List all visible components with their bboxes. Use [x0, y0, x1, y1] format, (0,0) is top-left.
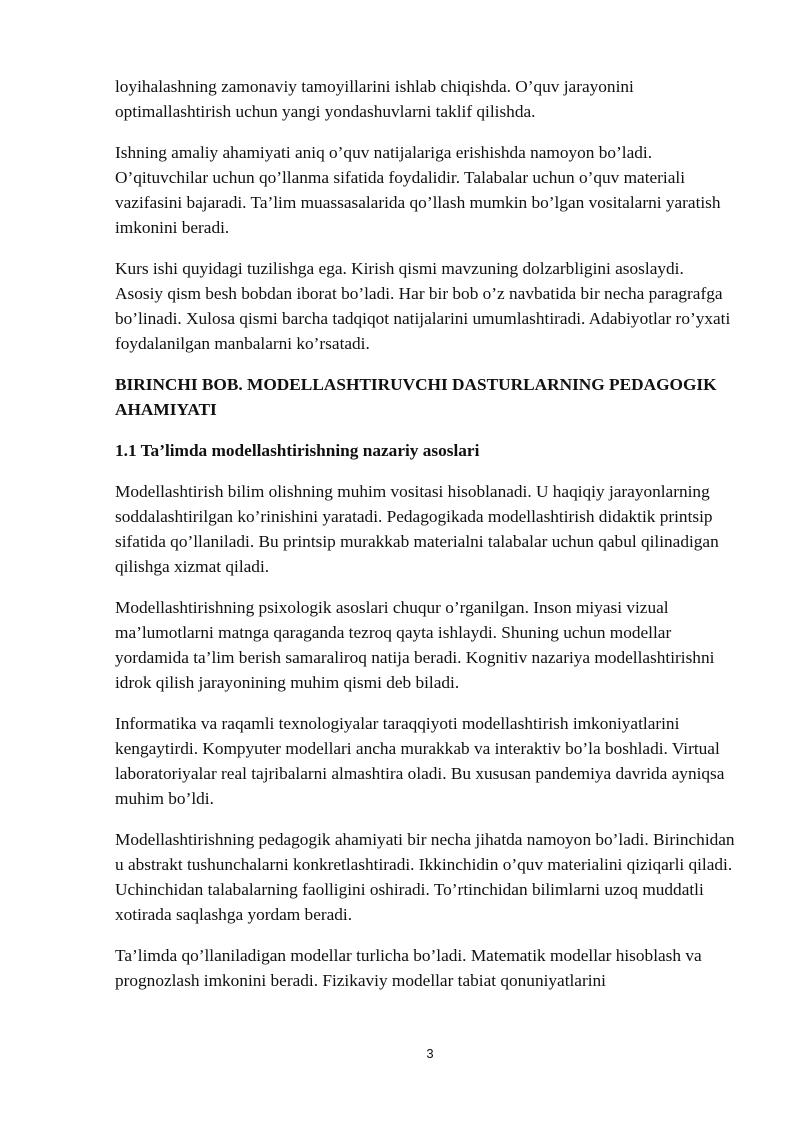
section-heading: 1.1 Ta’limda modellashtirishning nazariy asoslari: [115, 441, 480, 460]
paragraph: Ishning amaliy ahamiyati aniq o’quv natijalariga erishishda namoyon bo’ladi. O’qituvchilar uchun qo’llanma sifatida foydalidir. Talabalar uchun o’quv materiali vazifasini bajaradi. Ta’lim muassasalarida qo’llash mumkin bo’lgan vositalarni yaratish imkonini beradi.: [115, 143, 721, 237]
paragraph: Modellashtirishning psixologik asoslari chuqur o’rganilgan. Inson miyasi vizual ma’lumotlarni matnga qaraganda tezroq qayta ishlaydi. Shuning uchun modellar yordamida ta’lim berish samaraliroq natija beradi. Kognitiv nazariya modellashtirishni idrok qilish jarayonining muhim qismi deb biladi.: [115, 598, 715, 692]
paragraph: Modellashtirish bilim olishning muhim vositasi hisoblanadi. U haqiqiy jarayonlarning soddalashtirilgan ko’rinishini yaratadi. Pedagogikada modellashtirish didaktik printsip sifatida qo’llaniladi. Bu printsip murakkab materialni talabalar uchun qabul qilinadigan qilishga xizmat qiladi.: [115, 482, 719, 576]
paragraph: Ta’limda qo’llaniladigan modellar turlicha bo’ladi. Matematik modellar hisoblash va prognozlash imkonini beradi. Fizikaviy modellar tabiat qonuniyatlarini: [115, 946, 702, 990]
chapter-heading: BIRINCHI BOB. MODELLASHTIRUVCHI DASTURLARNING PEDAGOGIK AHAMIYATI: [115, 375, 717, 419]
document-page: [115, 74, 735, 1009]
paragraph: Modellashtirishning pedagogik ahamiyati bir necha jihatda namoyon bo’ladi. Birinchidan u abstrakt tushunchalarni konkretlashtiradi. Ikkinchidin o’quv materialini qiziqarli qiladi. Uchinchidan talabalarning faolligini oshiradi. To’rtinchidan bilimlarni uzoq muddatli xotirada saqlashga yordam beradi.: [115, 830, 735, 924]
paragraph: Informatika va raqamli texnologiyalar taraqqiyoti modellashtirish imkoniyatlarini kengaytirdi. Kompyuter modellari ancha murakkab va interaktiv bo’la boshladi. Virtual laboratoriyalar real tajribalarni almashtira oladi. Bu xususan pandemiya davrida ayniqsa muhim bo’ldi.: [115, 714, 725, 808]
page-number: 3: [426, 1046, 434, 1061]
paragraph: Kurs ishi quyidagi tuzilishga ega. Kirish qismi mavzuning dolzarbligini asoslaydi. Asosiy qism besh bobdan iborat bo’ladi. Har bir bob o’z navbatida bir necha paragrafga bo’linadi. Xulosa qismi barcha tadqiqot natijalarini umumlashtiradi. Adabiyotlar ro’yxati foydalanilgan manbalarni ko’rsatadi.: [115, 259, 731, 353]
paragraph: loyihalashning zamonaviy tamoyillarini ishlab chiqishda. O’quv jarayonini optimallashtirish uchun yangi yondashuvlarni taklif qilishda.: [115, 77, 634, 121]
